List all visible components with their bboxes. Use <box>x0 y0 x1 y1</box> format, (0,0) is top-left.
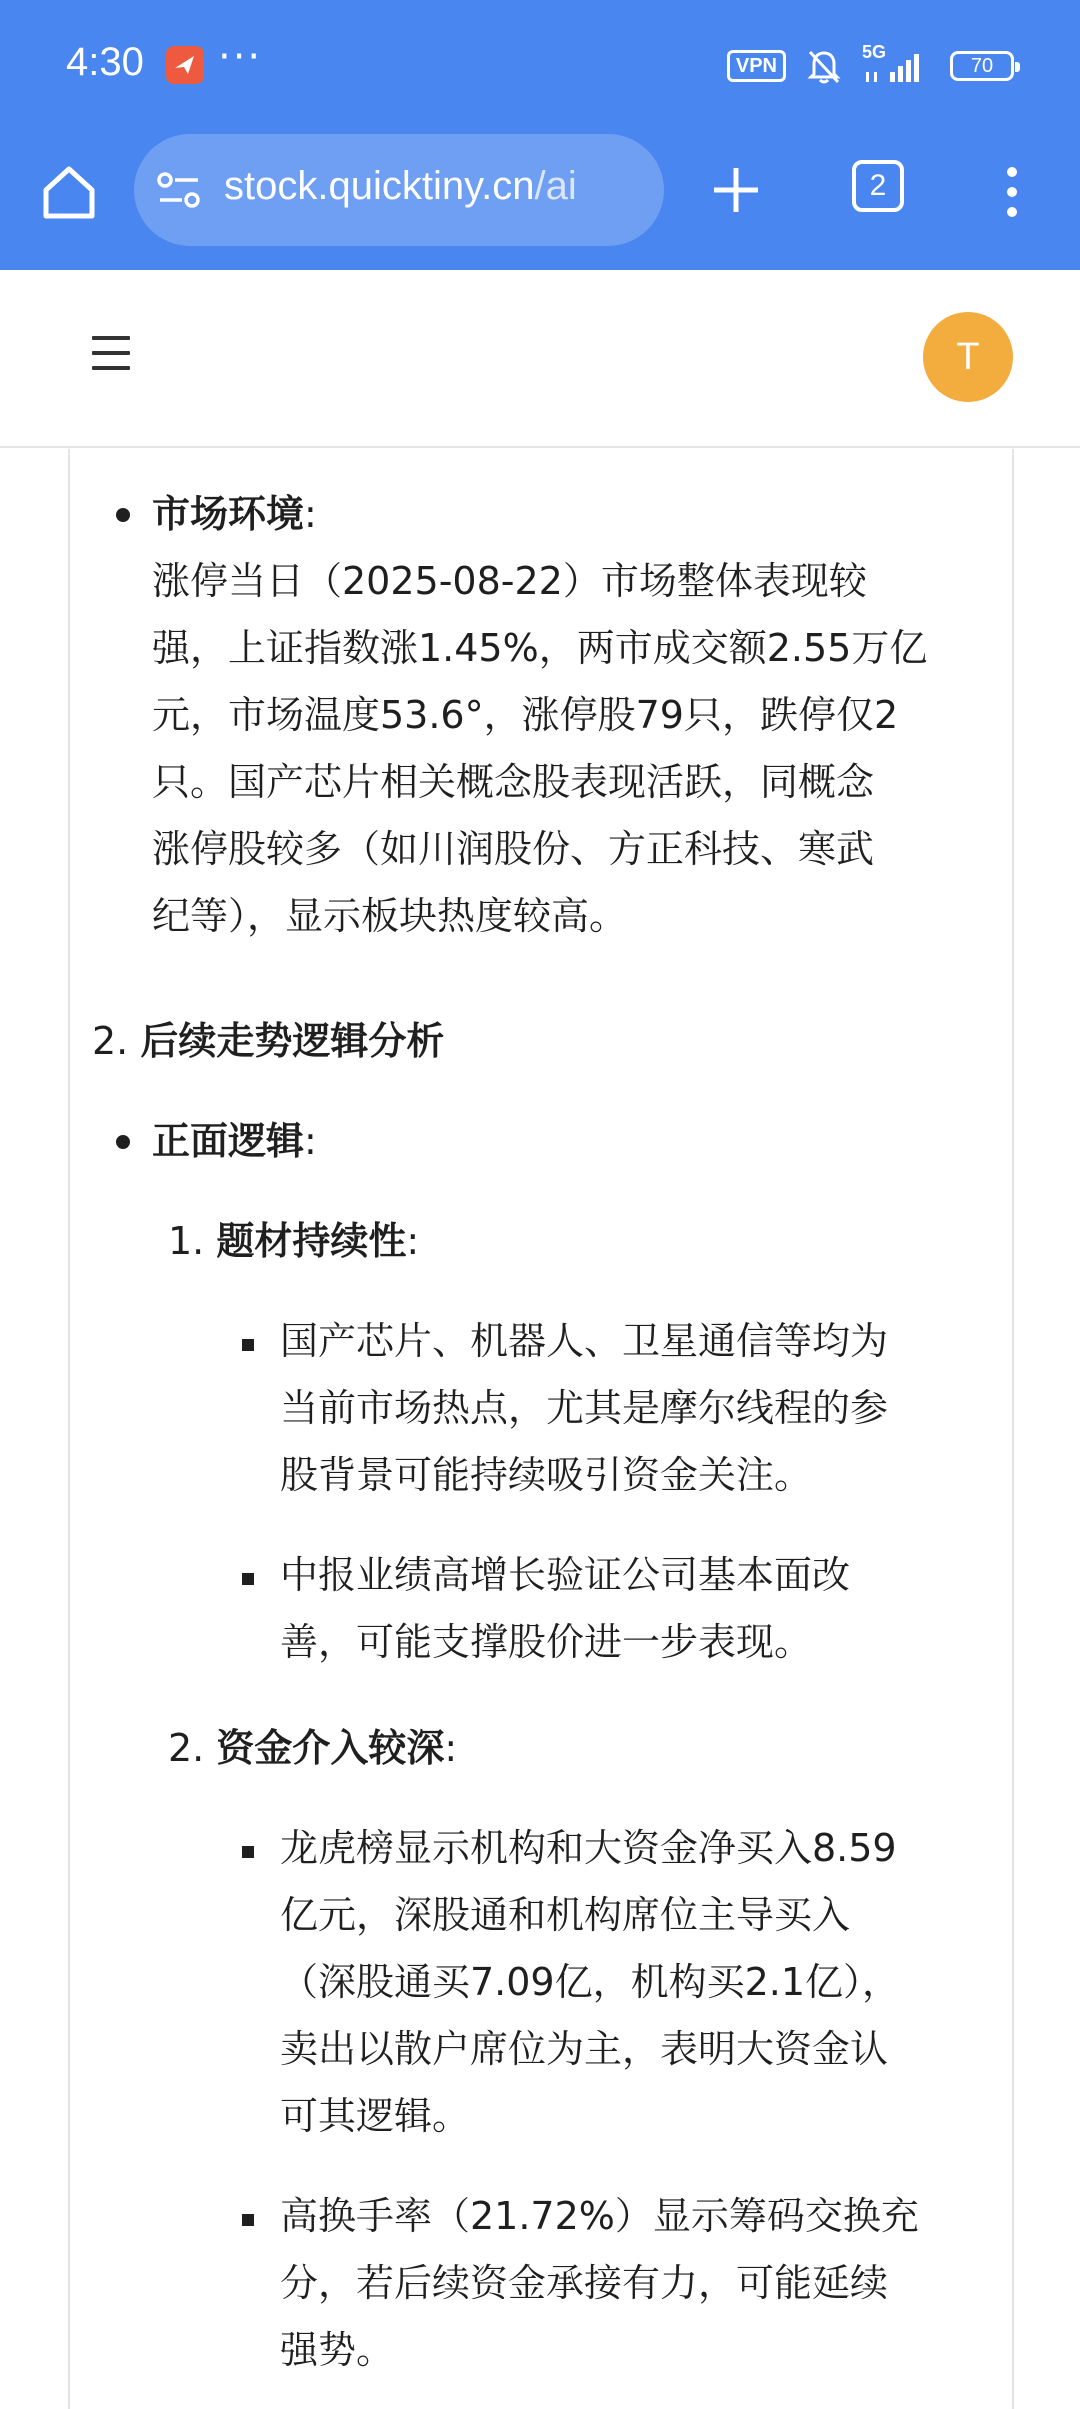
paragraph-line: 国产芯片、机器人、卫星通信等均为 <box>280 1319 889 1363</box>
section-number: 2. <box>92 1019 129 1063</box>
paragraph-line: 分，若后续资金承接有力，可能延续 <box>280 2261 889 2305</box>
market-env-title: 市场环境 <box>152 492 305 536</box>
new-tab-icon[interactable] <box>706 160 766 220</box>
bullet-square <box>242 1846 254 1858</box>
colon: : <box>304 492 317 536</box>
market-env-heading <box>152 481 317 548</box>
paragraph-line: 当前市场热点，尤其是摩尔线程的参 <box>280 1386 889 1430</box>
more-vert-icon[interactable] <box>1000 164 1024 220</box>
bullet-dot <box>116 1135 130 1149</box>
bullet-square <box>242 1339 254 1351</box>
home-icon[interactable] <box>36 160 102 226</box>
list-item-heading <box>168 1208 419 1275</box>
page-header <box>0 270 1080 448</box>
url-host: stock.quicktiny.cn <box>224 164 535 208</box>
more-notifications-icon: ··· <box>218 34 263 80</box>
url-text[interactable] <box>224 164 577 209</box>
list-item-title: 题材持续性 <box>216 1219 407 1263</box>
network-type: 5G <box>862 42 887 62</box>
section-title: 后续走势逻辑分析 <box>140 1019 445 1063</box>
positive-logic-heading <box>152 1108 317 1175</box>
battery-icon: 70 <box>950 51 1014 81</box>
paragraph-line: 元，市场温度53.6°，涨停股79只，跌停仅2 <box>152 693 899 737</box>
menu-icon[interactable] <box>92 336 132 372</box>
paragraph-line: 强，上证指数涨1.45%，两市成交额2.55万亿 <box>152 626 928 670</box>
paragraph-line: 卖出以散户席位为主，表明大资金认 <box>280 2027 889 2071</box>
browser-toolbar <box>0 130 1080 270</box>
colon: : <box>444 1726 458 1770</box>
paragraph-line: 中报业绩高增长验证公司基本面改 <box>280 1553 851 1597</box>
avatar[interactable]: T <box>923 312 1013 402</box>
list-number: 1. <box>168 1219 205 1263</box>
list-item-title: 资金介入较深 <box>216 1726 445 1770</box>
bullet-square <box>242 1573 254 1585</box>
paragraph-line: 可其逻辑。 <box>280 2094 471 2138</box>
status-icons <box>727 44 1014 88</box>
colon: : <box>304 1119 317 1163</box>
colon: : <box>406 1219 420 1263</box>
paragraph-line: 涨停当日（2025-08-22）市场整体表现较 <box>152 559 867 603</box>
bullet-dot <box>116 508 130 522</box>
signal-icon <box>862 42 932 86</box>
paragraph-line: 善，可能支撑股价进一步表现。 <box>280 1620 813 1664</box>
address-bar[interactable] <box>134 134 664 246</box>
paragraph-line: 涨停股较多（如川润股份、方正科技、寒武 <box>152 827 875 871</box>
positive-logic-title: 正面逻辑 <box>152 1119 305 1163</box>
paragraph-line: （深股通买7.09亿，机构买2.1亿）， <box>280 1960 901 2004</box>
list-item-heading <box>168 1715 457 1782</box>
site-settings-icon[interactable] <box>156 170 202 210</box>
url-path: /ai <box>534 164 577 208</box>
paragraph-line: 只。国产芯片相关概念股表现活跃，同概念 <box>152 760 875 804</box>
paragraph-line: 龙虎榜显示机构和大资金净买入8.59 <box>280 1826 897 1870</box>
paragraph-line: 股背景可能持续吸引资金关注。 <box>280 1453 813 1497</box>
section-heading <box>92 1008 444 1075</box>
bell-off-icon <box>804 46 844 86</box>
status-bar <box>0 0 1080 130</box>
paragraph-line: 亿元，深股通和机构席位主导买入 <box>280 1893 851 1937</box>
list-number: 2. <box>168 1726 205 1770</box>
paragraph-line: 强势。 <box>280 2328 395 2372</box>
paragraph-line: 纪等），显示板块热度较高。 <box>152 894 628 938</box>
tab-switcher-button[interactable]: 2 <box>852 160 904 212</box>
status-time: 4:30 <box>66 40 144 84</box>
notification-app-icon <box>166 46 204 84</box>
vpn-icon: VPN <box>727 50 786 82</box>
bullet-square <box>242 2214 254 2226</box>
paragraph-line: 高换手率（21.72%）显示筹码交换充 <box>280 2194 919 2238</box>
